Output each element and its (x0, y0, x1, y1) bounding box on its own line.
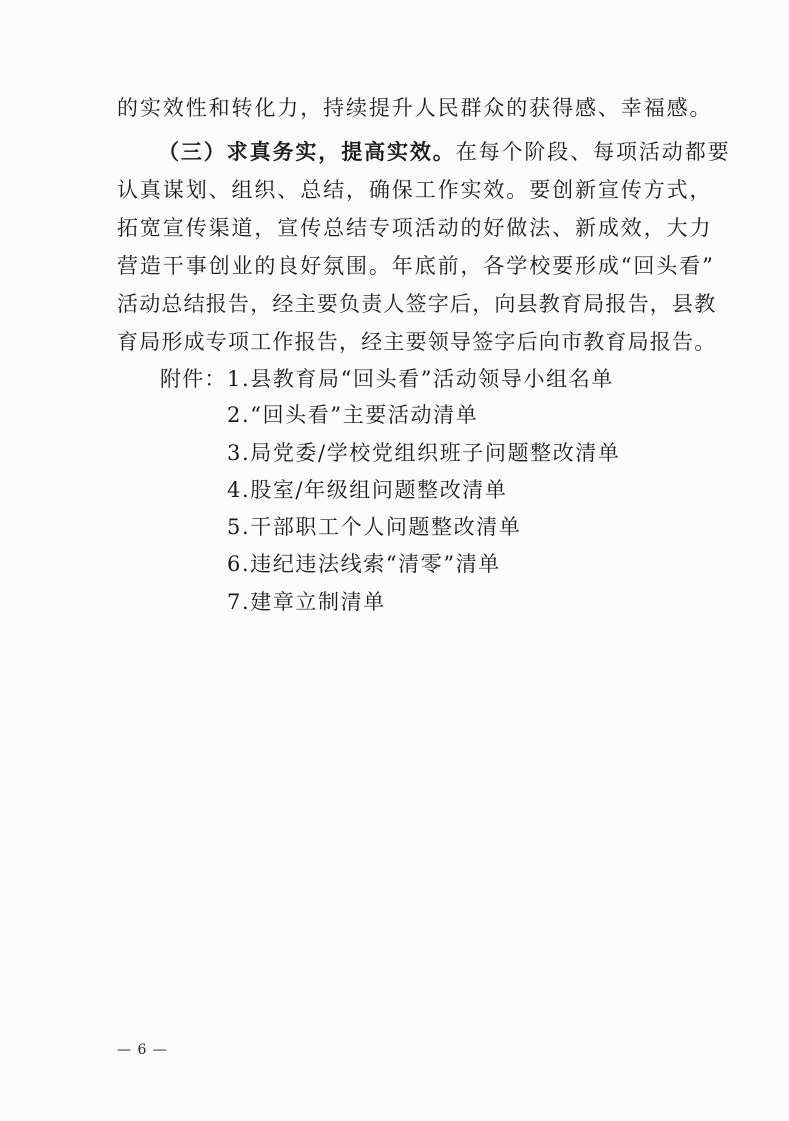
section-3-line (158, 139, 731, 165)
attachment-item: 5.干部职工个人问题整改清单 (227, 515, 522, 539)
section-3-heading: （三）求真务实，提高实效。 (158, 139, 456, 164)
attachment-item: 1.县教育局“回头看”活动领导小组名单 (227, 367, 614, 391)
attachment-item: 4.股室/年级组问题整改清单 (227, 478, 508, 502)
paragraph-line: 活动总结报告，经主要负责人签字后，向县教育局报告，县教 (117, 292, 717, 316)
section-3-text: 在每个阶段、每项活动都要 (455, 140, 731, 164)
paragraph-line: 育局形成专项工作报告，经主要领导签字后向市教育局报告。 (117, 330, 717, 354)
paragraph-line: 认真谋划、组织、总结，确保工作实效。要创新宣传方式， (117, 178, 713, 202)
paragraph-line: 营造干事创业的良好氛围。年底前，各学校要形成“回头看” (117, 254, 715, 278)
page-number: — 6 — (117, 1042, 168, 1058)
attachments-label: 附件： (160, 367, 227, 391)
attachment-item: 7.建章立制清单 (227, 590, 386, 614)
attachment-item: 3.局党委/学校党组织班子问题整改清单 (227, 441, 621, 465)
attachment-item: 6.违纪违法线索“清零”清单 (227, 552, 501, 576)
paragraph-line: 的实效性和转化力，持续提升人民群众的获得感、幸福感。 (117, 96, 713, 120)
paragraph-line: 拓宽宣传渠道，宣传总结专项活动的好做法、新成效，大力 (117, 216, 713, 240)
attachment-item: 2.“回头看”主要活动清单 (227, 403, 479, 427)
